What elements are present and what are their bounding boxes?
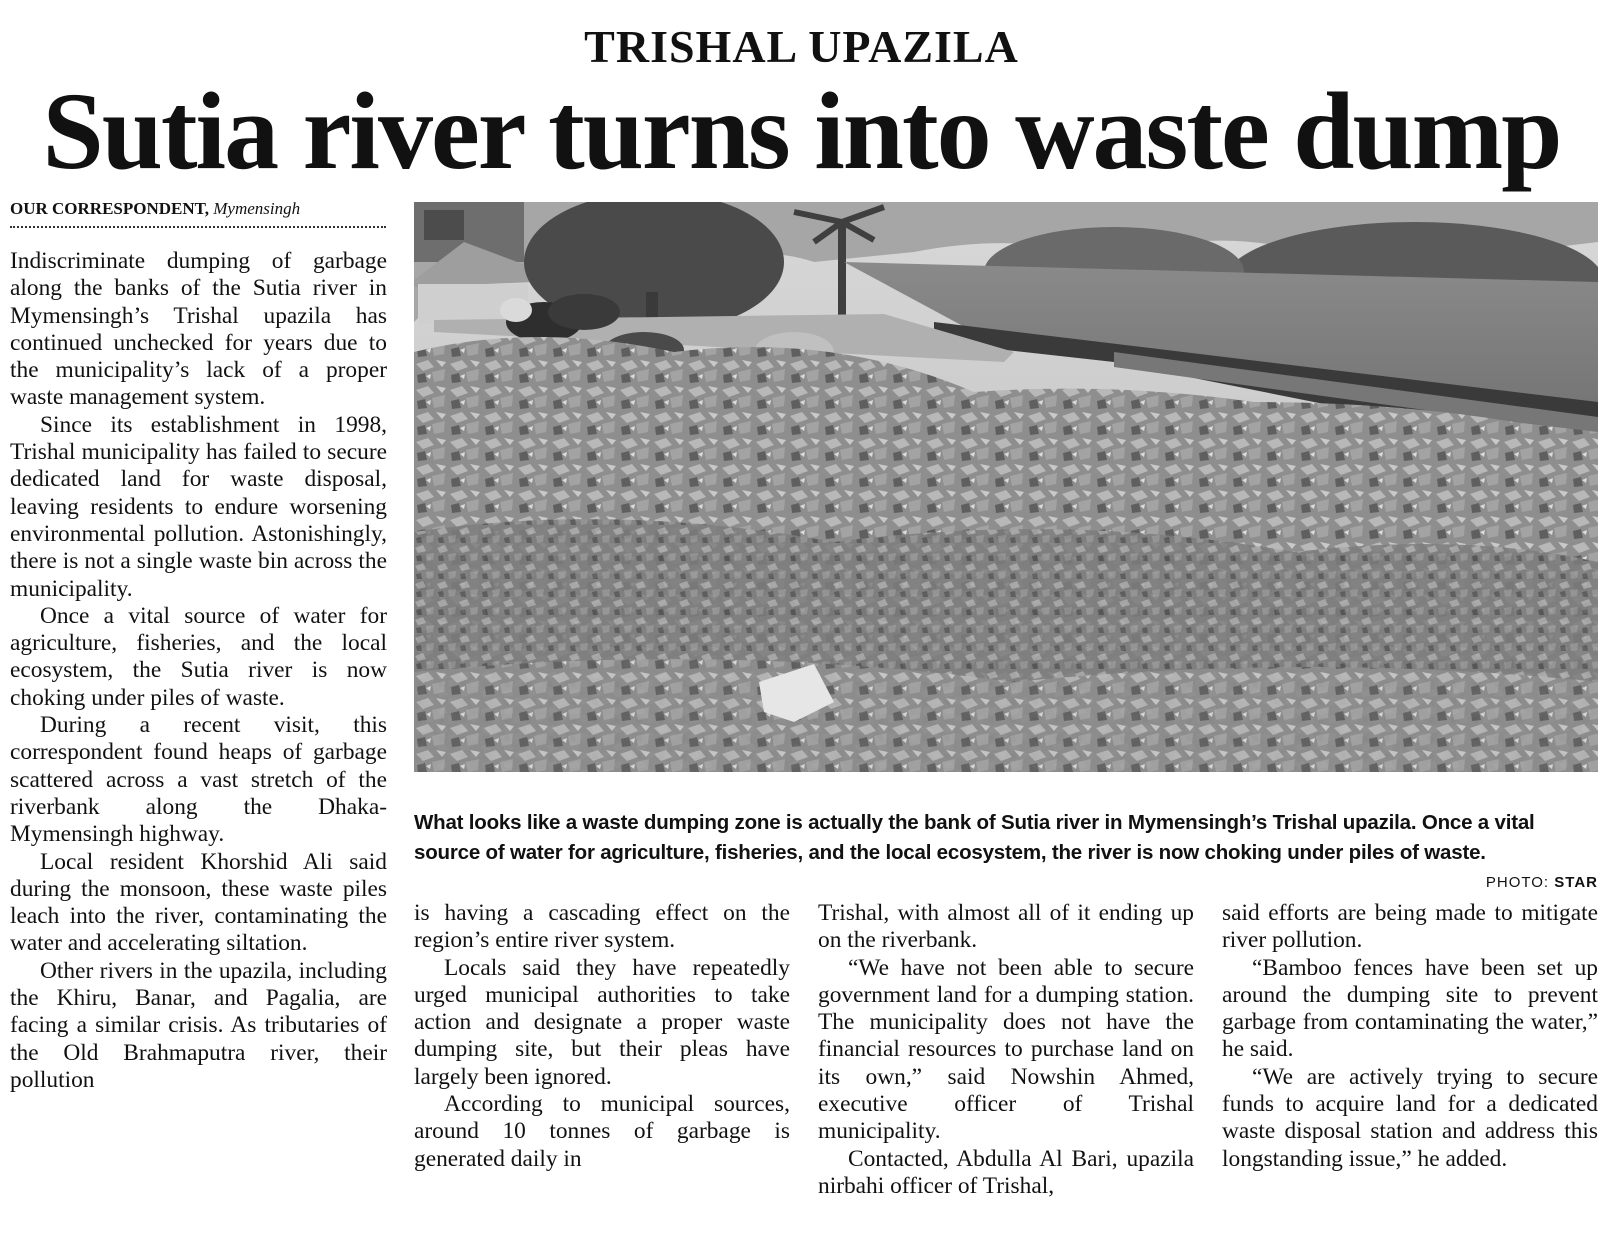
byline-location: Mymensingh: [213, 199, 301, 218]
photo-caption: What looks like a waste dumping zone is actually the bank of Sutia river in Mymensingh’s Trishal upazila. Once a vital source of water for agriculture, fisheries, and the local ecosystem, the river is now choking under piles of waste.: [414, 811, 1535, 864]
headline: Sutia river turns into waste dump: [42, 70, 1561, 192]
byline: [10, 198, 386, 228]
paragraph: According to municipal sources, around 10 tonnes of garbage is generated daily in: [414, 1091, 790, 1172]
paragraph: Indiscriminate dumping of garbage along the banks of the Sutia river in Mymensingh’s Trishal upazila has continued unchecked for years due to the municipality’s lack of a proper waste management system.: [10, 248, 387, 411]
paragraph: Locals said they have repeatedly urged municipal authorities to take action and designate a proper waste dumping site, but their pleas have largely been ignored.: [414, 954, 790, 1090]
riverbank-garbage-photo: [414, 202, 1598, 772]
paragraph: “We are actively trying to secure funds to acquire land for a dedicated waste disposal station and address this longstanding issue,” he added.: [1222, 1063, 1598, 1172]
section-kicker: TRISHAL UPAZILA: [584, 21, 1019, 72]
photo-credit-label: PHOTO:: [1485, 874, 1550, 891]
article-column-3: [818, 900, 1194, 1200]
paragraph: Trishal, with almost all of it ending up on the riverbank.: [818, 900, 1194, 954]
byline-author: OUR CORRESPONDENT,: [10, 199, 209, 218]
paragraph: “Bamboo fences have been set up around the dumping site to prevent garbage from contaminating the water,” he said.: [1222, 954, 1598, 1063]
paragraph: “We have not been able to secure government land for a dumping station. The municipality does not have the financial resources to purchase land on its own,” said Nowshin Ahmed, executive officer of Trishal municipality.: [818, 954, 1194, 1145]
paragraph: Contacted, Abdulla Al Bari, upazila nirbahi officer of Trishal,: [818, 1145, 1194, 1199]
article-column-1: [10, 248, 387, 1228]
paragraph: Since its establishment in 1998, Trishal municipality has failed to secure dedicated land for waste disposal, leaving residents to endure worsening environmental pollution. Astonishingly, there is not a single waste bin across the municipality.: [10, 411, 387, 602]
article-column-2: [414, 900, 790, 1173]
paragraph: said efforts are being made to mitigate river pollution.: [1222, 900, 1598, 954]
paragraph: Once a vital source of water for agriculture, fisheries, and the local ecosystem, the Sutia river is now choking under piles of waste.: [10, 602, 387, 711]
paragraph: Local resident Khorshid Ali said during the monsoon, these waste piles leach into the river, contaminating the water and accelerating siltation.: [10, 848, 387, 957]
paragraph: is having a cascading effect on the region’s entire river system.: [414, 900, 790, 954]
photo-credit: [1380, 874, 1598, 891]
article-column-4: [1222, 900, 1598, 1173]
paragraph: During a recent visit, this correspondent found heaps of garbage scattered across a vast stretch of the riverbank along the Dhaka-Mymensingh highway.: [10, 712, 387, 848]
paragraph: Other rivers in the upazila, including the Khiru, Banar, and Pagalia, are facing a similar crisis. As tributaries of the Old Brahmaputra river, their pollution: [10, 957, 387, 1093]
photo-credit-source: STAR: [1554, 874, 1598, 891]
